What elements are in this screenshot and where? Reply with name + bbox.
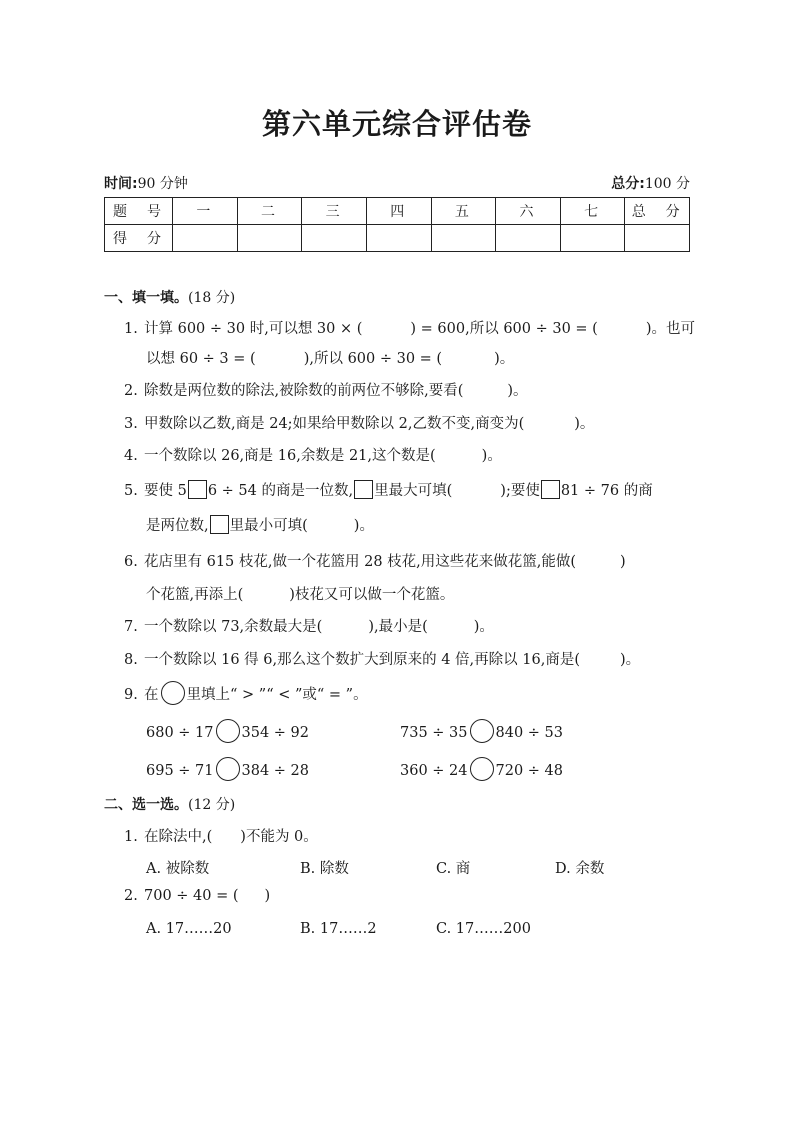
choice-option[interactable]: B. 除数 bbox=[300, 861, 349, 877]
choice-option[interactable]: B. 17……2 bbox=[300, 921, 377, 937]
s1-question-7 bbox=[124, 615, 494, 636]
s1-question-5 bbox=[124, 479, 653, 500]
s1-question-6 bbox=[124, 550, 626, 571]
score-row bbox=[105, 225, 690, 252]
question-text: ),最小是( bbox=[368, 619, 428, 635]
total-label: 总分: bbox=[611, 176, 645, 192]
question-text: ) bbox=[620, 554, 626, 570]
s2-question-1 bbox=[124, 825, 318, 846]
question-text: 6 ÷ 54 的商是一位数, bbox=[207, 483, 354, 499]
compare-right: 840 ÷ 53 bbox=[495, 725, 563, 741]
choice-option[interactable]: C. 17……200 bbox=[436, 921, 531, 937]
score-col: 三 bbox=[302, 198, 367, 225]
question-number: 7. bbox=[124, 619, 138, 635]
time-value: 90 分钟 bbox=[137, 176, 188, 192]
question-text: ),所以 600 ÷ 30 = ( bbox=[303, 351, 443, 367]
s1-question-9 bbox=[124, 681, 368, 705]
compare-left: 735 ÷ 35 bbox=[400, 725, 468, 741]
compare-item bbox=[146, 719, 309, 743]
section2-heading bbox=[104, 794, 235, 814]
question-text: )。也可 bbox=[645, 321, 696, 337]
score-cell[interactable] bbox=[560, 225, 625, 252]
digit-box[interactable] bbox=[210, 515, 229, 534]
score-col: 总 分 bbox=[625, 198, 690, 225]
compare-item bbox=[146, 757, 309, 781]
score-col: 一 bbox=[173, 198, 238, 225]
time-label: 时间: bbox=[104, 176, 138, 192]
question-number: 1. bbox=[124, 829, 138, 845]
question-text: )。 bbox=[481, 448, 502, 464]
compare-right: 720 ÷ 48 bbox=[495, 763, 563, 779]
question-text: )不能为 0。 bbox=[240, 829, 318, 845]
question-text: 要使 5 bbox=[144, 483, 187, 499]
compare-item bbox=[400, 757, 563, 781]
score-header-label: 题 号 bbox=[105, 198, 173, 225]
s1-question-1 bbox=[124, 317, 695, 338]
section2-title: 二、选一选。 bbox=[104, 797, 188, 813]
choice-option[interactable]: A. 17……20 bbox=[146, 921, 232, 937]
compare-right: 354 ÷ 92 bbox=[241, 725, 309, 741]
question-number: 9. bbox=[124, 687, 138, 703]
score-cell[interactable] bbox=[173, 225, 238, 252]
question-number: 2. bbox=[124, 888, 138, 904]
s1-question-1-cont bbox=[146, 347, 514, 368]
s1-question-4 bbox=[124, 444, 502, 465]
digit-box[interactable] bbox=[354, 480, 373, 499]
question-text: 个花篮,再添上( bbox=[146, 587, 244, 603]
score-cell[interactable] bbox=[625, 225, 690, 252]
question-text: 在 bbox=[144, 687, 159, 703]
question-text: 是两位数, bbox=[146, 518, 209, 534]
s2-question-2 bbox=[124, 888, 270, 904]
question-text: 除数是两位数的除法,被除数的前两位不够除,要看( bbox=[144, 383, 464, 399]
compare-right: 384 ÷ 28 bbox=[241, 763, 309, 779]
question-text: 一个数除以 26,商是 16,余数是 21,这个数是( bbox=[144, 448, 436, 464]
score-col: 五 bbox=[431, 198, 496, 225]
question-text: 里最大可填( bbox=[374, 483, 453, 499]
compare-left: 680 ÷ 17 bbox=[146, 725, 214, 741]
section1-title: 一、填一填。 bbox=[104, 290, 188, 306]
total-info bbox=[611, 173, 690, 193]
total-value: 100 分 bbox=[644, 176, 690, 192]
choice-option[interactable]: A. 被除数 bbox=[146, 861, 210, 877]
question-text: )。 bbox=[353, 518, 374, 534]
question-number: 4. bbox=[124, 448, 138, 464]
question-number: 5. bbox=[124, 483, 138, 499]
compare-item bbox=[400, 719, 563, 743]
question-text: 一个数除以 73,余数最大是( bbox=[144, 619, 323, 635]
question-text: 81 ÷ 76 的商 bbox=[560, 483, 653, 499]
section2-points: (12 分) bbox=[188, 797, 236, 813]
compare-left: 695 ÷ 71 bbox=[146, 763, 214, 779]
choice-option[interactable]: C. 商 bbox=[436, 861, 471, 877]
s1-question-6-cont bbox=[146, 583, 454, 604]
compare-circle[interactable] bbox=[216, 719, 240, 743]
s1-question-3 bbox=[124, 412, 594, 433]
score-row-label: 得 分 bbox=[105, 225, 173, 252]
s1-question-8 bbox=[124, 648, 640, 669]
question-number: 6. bbox=[124, 554, 138, 570]
choice-option[interactable]: D. 余数 bbox=[555, 861, 605, 877]
compare-circle[interactable] bbox=[470, 719, 494, 743]
section1-heading bbox=[104, 287, 235, 307]
page-title: 第六单元综合评估卷 bbox=[261, 107, 532, 141]
score-cell[interactable] bbox=[366, 225, 431, 252]
question-text: )枝花又可以做一个花篮。 bbox=[289, 587, 455, 603]
question-number: 2. bbox=[124, 383, 138, 399]
score-col: 六 bbox=[496, 198, 561, 225]
question-text: 里最小可填( bbox=[229, 518, 308, 534]
question-text: )。 bbox=[620, 652, 641, 668]
score-col: 四 bbox=[366, 198, 431, 225]
digit-box[interactable] bbox=[188, 480, 207, 499]
score-cell[interactable] bbox=[237, 225, 302, 252]
question-text: 以想 60 ÷ 3 = ( bbox=[146, 351, 256, 367]
question-number: 8. bbox=[124, 652, 138, 668]
score-cell[interactable] bbox=[496, 225, 561, 252]
question-text: )。 bbox=[473, 619, 494, 635]
digit-box[interactable] bbox=[541, 480, 560, 499]
question-text: 甲数除以乙数,商是 24;如果给甲数除以 2,乙数不变,商变为( bbox=[144, 416, 525, 432]
question-text: 700 ÷ 40 = ( bbox=[144, 888, 239, 904]
score-table bbox=[104, 197, 690, 252]
question-text: ) = 600,所以 600 ÷ 30 = ( bbox=[410, 321, 598, 337]
question-text: ) bbox=[264, 888, 271, 904]
score-cell[interactable] bbox=[302, 225, 367, 252]
question-number: 3. bbox=[124, 416, 138, 432]
compare-circle[interactable] bbox=[470, 757, 494, 781]
question-text: 花店里有 615 枝花,做一个花篮用 28 枝花,用这些花来做花篮,能做( bbox=[144, 554, 577, 570]
question-number: 1. bbox=[124, 321, 138, 337]
s1-question-2 bbox=[124, 379, 528, 400]
question-text: 在除法中,( bbox=[144, 829, 213, 845]
question-text: )。 bbox=[574, 416, 595, 432]
score-header-row bbox=[105, 198, 690, 225]
question-text: 一个数除以 16 得 6,那么这个数扩大到原来的 4 倍,再除以 16,商是( bbox=[144, 652, 580, 668]
score-cell[interactable] bbox=[431, 225, 496, 252]
question-text: )。 bbox=[507, 383, 528, 399]
score-col: 七 bbox=[560, 198, 625, 225]
question-text: )。 bbox=[494, 351, 515, 367]
s1-question-5-cont bbox=[146, 514, 374, 535]
compare-left: 360 ÷ 24 bbox=[400, 763, 468, 779]
time-info bbox=[104, 173, 188, 193]
question-text: );要使 bbox=[500, 483, 540, 499]
compare-circle bbox=[161, 681, 185, 705]
section1-points: (18 分) bbox=[188, 290, 236, 306]
score-col: 二 bbox=[237, 198, 302, 225]
question-text: 计算 600 ÷ 30 时,可以想 30 × ( bbox=[144, 321, 363, 337]
question-text: 里填上“ > ”“ < ”或“ = ”。 bbox=[186, 687, 368, 703]
compare-circle[interactable] bbox=[216, 757, 240, 781]
